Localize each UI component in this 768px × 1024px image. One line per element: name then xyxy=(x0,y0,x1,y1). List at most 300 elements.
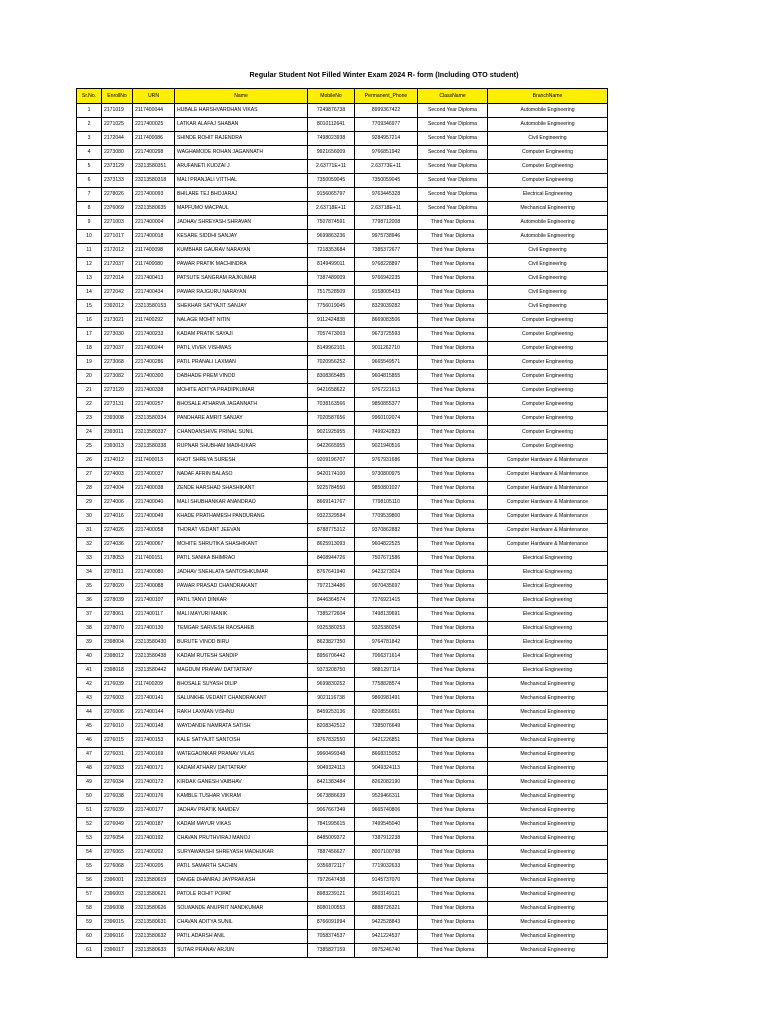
mobile-no-cell: 8767832550 xyxy=(308,734,355,748)
branch-name-cell: Mechanical Engineering xyxy=(488,832,608,846)
urn-cell: 2217400169 xyxy=(133,748,175,762)
table-row xyxy=(77,538,608,552)
table-row xyxy=(77,272,608,286)
class-name-cell: Third Year Diploma xyxy=(418,300,488,314)
enroll-no-cell: 2276038 xyxy=(102,790,133,804)
class-name-cell: Third Year Diploma xyxy=(418,776,488,790)
table-row xyxy=(77,426,608,440)
urn-cell: 2217400037 xyxy=(133,468,175,482)
mobile-no-cell: 9156065797 xyxy=(308,188,355,202)
enroll-no-cell: 2271017 xyxy=(102,230,133,244)
mobile-no-cell: 7350059045 xyxy=(308,174,355,188)
mobile-no-cell: 9021925955 xyxy=(308,426,355,440)
branch-name-cell: Computer Engineering xyxy=(488,356,608,370)
table-row xyxy=(77,496,608,510)
mobile-no-cell: 8625913093 xyxy=(308,538,355,552)
branch-name-cell: Computer Hardware & Maintenance xyxy=(488,496,608,510)
mobile-no-cell: 8080100553 xyxy=(308,902,355,916)
class-name-cell: Third Year Diploma xyxy=(418,468,488,482)
permanent-phone-cell: 7758828574 xyxy=(355,678,418,692)
mobile-no-cell: 7249876738 xyxy=(308,104,355,118)
table-row xyxy=(77,734,608,748)
name-cell: JADHAV SHREYASH SHRAVAN xyxy=(175,216,308,230)
enroll-no-cell: 2396003 xyxy=(102,888,133,902)
name-cell: CHAVAN PRUTHVIRAJ MANOJ xyxy=(175,832,308,846)
table-row xyxy=(77,888,608,902)
urn-cell: 2217400025 xyxy=(133,118,175,132)
urn-cell: 23213580338 xyxy=(133,440,175,454)
name-cell: SURYAWANSHI SHREYASH MADHUKAR xyxy=(175,846,308,860)
name-cell: PAWAR PRATIK MACHINDRA xyxy=(175,258,308,272)
sr-no-cell: 31 xyxy=(77,524,102,538)
permanent-phone-cell: 8888726321 xyxy=(355,902,418,916)
sr-no-cell: 59 xyxy=(77,916,102,930)
mobile-no-cell: 8766091994 xyxy=(308,916,355,930)
name-cell: MAGDUM PRANAV DATTATRAY xyxy=(175,664,308,678)
sr-no-cell: 14 xyxy=(77,286,102,300)
name-cell: NADAF AFRIN BALASO xyxy=(175,468,308,482)
name-cell: PATSUTE SANGRAM RAJKUMAR xyxy=(175,272,308,286)
sr-no-cell: 17 xyxy=(77,328,102,342)
permanent-phone-cell: 9423273024 xyxy=(355,566,418,580)
mobile-no-cell: 8446364574 xyxy=(308,594,355,608)
sr-no-cell: 24 xyxy=(77,426,102,440)
sr-no-cell: 33 xyxy=(77,552,102,566)
sr-no-cell: 42 xyxy=(77,678,102,692)
branch-name-cell: Computer Engineering xyxy=(488,342,608,356)
sr-no-cell: 60 xyxy=(77,930,102,944)
name-cell: KESARE SIDDHI SANJAY xyxy=(175,230,308,244)
mobile-no-cell: 7507874591 xyxy=(308,216,355,230)
mobile-no-cell: 9112424838 xyxy=(308,314,355,328)
urn-cell: 23213580635 xyxy=(133,202,175,216)
name-cell: WAYDANDE NAMRATA SATISH xyxy=(175,720,308,734)
name-cell: PANDHARE AMRIT SANJAY xyxy=(175,412,308,426)
enroll-no-cell: 2276068 xyxy=(102,860,133,874)
sr-no-cell: 37 xyxy=(77,608,102,622)
branch-name-cell: Mechanical Engineering xyxy=(488,888,608,902)
enroll-no-cell: 2171019 xyxy=(102,104,133,118)
urn-cell: 2217400205 xyxy=(133,860,175,874)
sr-no-cell: 39 xyxy=(77,636,102,650)
urn-cell: 23213580632 xyxy=(133,930,175,944)
urn-cell: 2217400233 xyxy=(133,328,175,342)
mobile-no-cell: 8149499011 xyxy=(308,258,355,272)
urn-cell: 23213580631 xyxy=(133,916,175,930)
urn-cell: 2217400080 xyxy=(133,566,175,580)
enroll-no-cell: 2274026 xyxy=(102,524,133,538)
urn-cell: 2217400298 xyxy=(133,146,175,160)
permanent-phone-cell: 9011262710 xyxy=(355,342,418,356)
sr-no-cell: 52 xyxy=(77,818,102,832)
name-cell: LATKAR ALAFAJ SHABAN xyxy=(175,118,308,132)
sr-no-cell: 29 xyxy=(77,496,102,510)
permanent-phone-cell: 9767931686 xyxy=(355,454,418,468)
mobile-no-cell: 8208342512 xyxy=(308,720,355,734)
enroll-no-cell: 2396008 xyxy=(102,902,133,916)
branch-name-cell: Civil Engineering xyxy=(488,300,608,314)
table-row xyxy=(77,244,608,258)
mobile-no-cell: 7020587656 xyxy=(308,412,355,426)
class-name-cell: Third Year Diploma xyxy=(418,748,488,762)
sr-no-cell: 50 xyxy=(77,790,102,804)
urn-cell: 2217400018 xyxy=(133,230,175,244)
class-name-cell: Third Year Diploma xyxy=(418,636,488,650)
class-name-cell: Third Year Diploma xyxy=(418,538,488,552)
table-row xyxy=(77,482,608,496)
branch-name-cell: Civil Engineering xyxy=(488,286,608,300)
permanent-phone-cell: 8999367422 xyxy=(355,104,418,118)
urn-cell: 23213580337 xyxy=(133,426,175,440)
permanent-phone-cell: 8208556651 xyxy=(355,706,418,720)
mobile-no-cell: 8788775312 xyxy=(308,524,355,538)
branch-name-cell: Mechanical Engineering xyxy=(488,678,608,692)
permanent-phone-cell: 7498139691 xyxy=(355,608,418,622)
branch-name-cell: Electrical Engineering xyxy=(488,636,608,650)
mobile-no-cell: 7756019045 xyxy=(308,300,355,314)
class-name-cell: Second Year Diploma xyxy=(418,202,488,216)
mobile-no-cell: 8408944726 xyxy=(308,552,355,566)
header-mobile-no: MobileNo xyxy=(308,89,355,104)
enroll-no-cell: 2273080 xyxy=(102,146,133,160)
class-name-cell: Third Year Diploma xyxy=(418,874,488,888)
sr-no-cell: 5 xyxy=(77,160,102,174)
permanent-phone-cell: 9529466311 xyxy=(355,790,418,804)
name-cell: WATEGAONKAR PRANAV VILAS xyxy=(175,748,308,762)
name-cell: DANGE DHANRAJ JAYPRAKASH xyxy=(175,874,308,888)
sr-no-cell: 57 xyxy=(77,888,102,902)
branch-name-cell: Computer Engineering xyxy=(488,328,608,342)
branch-name-cell: Mechanical Engineering xyxy=(488,706,608,720)
permanent-phone-cell: 9730800975 xyxy=(355,468,418,482)
sr-no-cell: 11 xyxy=(77,244,102,258)
permanent-phone-cell: 7709346977 xyxy=(355,118,418,132)
sr-no-cell: 20 xyxy=(77,370,102,384)
enroll-no-cell: 2396015 xyxy=(102,916,133,930)
name-cell: MAPFUMO MACPAUL xyxy=(175,202,308,216)
urn-cell: 2217400413 xyxy=(133,272,175,286)
enroll-no-cell: 2396001 xyxy=(102,874,133,888)
urn-cell: 2217400187 xyxy=(133,818,175,832)
sr-no-cell: 51 xyxy=(77,804,102,818)
sr-no-cell: 21 xyxy=(77,384,102,398)
permanent-phone-cell: 7385372677 xyxy=(355,244,418,258)
enroll-no-cell: 2271025 xyxy=(102,118,133,132)
class-name-cell: Third Year Diploma xyxy=(418,832,488,846)
table-row xyxy=(77,846,608,860)
table-row xyxy=(77,664,608,678)
table-row xyxy=(77,118,608,132)
table-row xyxy=(77,314,608,328)
table-row xyxy=(77,594,608,608)
student-table xyxy=(76,88,608,958)
class-name-cell: Third Year Diploma xyxy=(418,552,488,566)
sr-no-cell: 22 xyxy=(77,398,102,412)
enroll-no-cell: 2396017 xyxy=(102,944,133,958)
branch-name-cell: Mechanical Engineering xyxy=(488,692,608,706)
mobile-no-cell: 7020956252 xyxy=(308,356,355,370)
sr-no-cell: 2 xyxy=(77,118,102,132)
sr-no-cell: 49 xyxy=(77,776,102,790)
mobile-no-cell: 7387489009 xyxy=(308,272,355,286)
permanent-phone-cell: 9503149121 xyxy=(355,888,418,902)
enroll-no-cell: 2273120 xyxy=(102,384,133,398)
name-cell: PATIL PRANALI LAXMAN xyxy=(175,356,308,370)
urn-cell: 23213580334 xyxy=(133,412,175,426)
enroll-no-cell: 2393013 xyxy=(102,440,133,454)
table-row xyxy=(77,804,608,818)
mobile-no-cell: 9325380253 xyxy=(308,622,355,636)
enroll-no-cell: 2393011 xyxy=(102,426,133,440)
permanent-phone-cell: 9763445328 xyxy=(355,188,418,202)
header-sr-no: Sr.No. xyxy=(77,89,102,104)
class-name-cell: Third Year Diploma xyxy=(418,286,488,300)
permanent-phone-cell: 8329039282 xyxy=(355,300,418,314)
mobile-no-cell: 9699863236 xyxy=(308,230,355,244)
class-name-cell: Third Year Diploma xyxy=(418,356,488,370)
name-cell: NALAGE MOHIT NITIN xyxy=(175,314,308,328)
sr-no-cell: 43 xyxy=(77,692,102,706)
table-row xyxy=(77,188,608,202)
table-row xyxy=(77,706,608,720)
enroll-no-cell: 2373133 xyxy=(102,174,133,188)
mobile-no-cell: 8010112641 xyxy=(308,118,355,132)
mobile-no-cell: 9422665955 xyxy=(308,440,355,454)
name-cell: KUMBHAR GAURAV NARAYAN xyxy=(175,244,308,258)
mobile-no-cell: 7841995615 xyxy=(308,818,355,832)
branch-name-cell: Computer Engineering xyxy=(488,146,608,160)
table-row xyxy=(77,216,608,230)
sr-no-cell: 9 xyxy=(77,216,102,230)
permanent-phone-cell: 9764781842 xyxy=(355,636,418,650)
class-name-cell: Third Year Diploma xyxy=(418,888,488,902)
permanent-phone-cell: 7385076649 xyxy=(355,720,418,734)
permanent-phone-cell: 8668315052 xyxy=(355,748,418,762)
permanent-phone-cell: 9960102074 xyxy=(355,412,418,426)
sr-no-cell: 36 xyxy=(77,594,102,608)
sr-no-cell: 34 xyxy=(77,566,102,580)
name-cell: PATIL SAMARTH SACHIN xyxy=(175,860,308,874)
sr-no-cell: 44 xyxy=(77,706,102,720)
enroll-no-cell: 2274003 xyxy=(102,468,133,482)
table-row xyxy=(77,174,608,188)
class-name-cell: Second Year Diploma xyxy=(418,174,488,188)
name-cell: JADHAV SNEHLATA SANTOSHKUMAR xyxy=(175,566,308,580)
table-row xyxy=(77,930,608,944)
name-cell: WAGHAMODE ROHAN JAGANNATH xyxy=(175,146,308,160)
table-row xyxy=(77,818,608,832)
header-permanent-phone: Permanent_Phone xyxy=(355,89,418,104)
name-cell: PAWAR PRASAD CHANDRAKANT xyxy=(175,580,308,594)
urn-cell: 23213580430 xyxy=(133,636,175,650)
class-name-cell: Third Year Diploma xyxy=(418,370,488,384)
mobile-no-cell: 8149962101 xyxy=(308,342,355,356)
sr-no-cell: 35 xyxy=(77,580,102,594)
class-name-cell: Third Year Diploma xyxy=(418,846,488,860)
permanent-phone-cell: 9970435697 xyxy=(355,580,418,594)
sr-no-cell: 40 xyxy=(77,650,102,664)
branch-name-cell: Electrical Engineering xyxy=(488,566,608,580)
name-cell: MALI MAYURI MANIK xyxy=(175,608,308,622)
enroll-no-cell: 2278026 xyxy=(102,188,133,202)
class-name-cell: Third Year Diploma xyxy=(418,692,488,706)
branch-name-cell: Automobile Engineering xyxy=(488,118,608,132)
name-cell: SUTAR PRANAV ARJUN xyxy=(175,944,308,958)
branch-name-cell: Mechanical Engineering xyxy=(488,930,608,944)
permanent-phone-cell: 7507671586 xyxy=(355,552,418,566)
enroll-no-cell: 2398004 xyxy=(102,636,133,650)
sr-no-cell: 28 xyxy=(77,482,102,496)
mobile-no-cell: 9921656009 xyxy=(308,146,355,160)
urn-cell: 2117400292 xyxy=(133,314,175,328)
mobile-no-cell: 7887456627 xyxy=(308,846,355,860)
table-row xyxy=(77,300,608,314)
name-cell: PATIL ADARSH ANIL xyxy=(175,930,308,944)
enroll-no-cell: 2276003 xyxy=(102,692,133,706)
enroll-no-cell: 2274036 xyxy=(102,538,133,552)
branch-name-cell: Mechanical Engineering xyxy=(488,944,608,958)
branch-name-cell: Mechanical Engineering xyxy=(488,860,608,874)
name-cell: JADHAV PRATIK NAMDEV xyxy=(175,804,308,818)
enroll-no-cell: 2276039 xyxy=(102,804,133,818)
name-cell: CHANDANSHIVE PRINAL SUNIL xyxy=(175,426,308,440)
urn-cell: 2217400300 xyxy=(133,370,175,384)
permanent-phone-cell: 7066371614 xyxy=(355,650,418,664)
permanent-phone-cell: 9881297114 xyxy=(355,664,418,678)
class-name-cell: Third Year Diploma xyxy=(418,412,488,426)
mobile-no-cell: 9225784550 xyxy=(308,482,355,496)
permanent-phone-cell: 2.63773E+11 xyxy=(355,160,418,174)
class-name-cell: Third Year Diploma xyxy=(418,678,488,692)
sr-no-cell: 8 xyxy=(77,202,102,216)
enroll-no-cell: 2176039 xyxy=(102,678,133,692)
mobile-no-cell: 9699830252 xyxy=(308,678,355,692)
name-cell: DABHADE PREM VINOD xyxy=(175,370,308,384)
class-name-cell: Third Year Diploma xyxy=(418,790,488,804)
enroll-no-cell: 2273068 xyxy=(102,356,133,370)
urn-cell: 2217400176 xyxy=(133,790,175,804)
name-cell: KAMBLE TUSHAR VIKRAM xyxy=(175,790,308,804)
class-name-cell: Third Year Diploma xyxy=(418,216,488,230)
sr-no-cell: 19 xyxy=(77,356,102,370)
permanent-phone-cell: 9604822525 xyxy=(355,538,418,552)
permanent-phone-cell: 9421226851 xyxy=(355,734,418,748)
enroll-no-cell: 2273030 xyxy=(102,328,133,342)
urn-cell: 23213580633 xyxy=(133,944,175,958)
branch-name-cell: Mechanical Engineering xyxy=(488,734,608,748)
permanent-phone-cell: 9665740806 xyxy=(355,804,418,818)
table-row xyxy=(77,468,608,482)
branch-name-cell: Computer Engineering xyxy=(488,384,608,398)
mobile-no-cell: 8485009372 xyxy=(308,832,355,846)
table-row xyxy=(77,286,608,300)
branch-name-cell: Mechanical Engineering xyxy=(488,902,608,916)
class-name-cell: Second Year Diploma xyxy=(418,104,488,118)
permanent-phone-cell: 9766942235 xyxy=(355,272,418,286)
name-cell: PATIL VIVEK VISHWAS xyxy=(175,342,308,356)
mobile-no-cell: 9356872117 xyxy=(308,860,355,874)
permanent-phone-cell: 9665549571 xyxy=(355,356,418,370)
urn-cell: 2217400038 xyxy=(133,482,175,496)
name-cell: KADAM RUTESH SANDIP xyxy=(175,650,308,664)
table-row xyxy=(77,258,608,272)
permanent-phone-cell: 7798105110 xyxy=(355,496,418,510)
enroll-no-cell: 2276006 xyxy=(102,706,133,720)
class-name-cell: Third Year Diploma xyxy=(418,496,488,510)
table-row xyxy=(77,678,608,692)
branch-name-cell: Computer Engineering xyxy=(488,440,608,454)
branch-name-cell: Civil Engineering xyxy=(488,132,608,146)
mobile-no-cell: 7038163566 xyxy=(308,398,355,412)
header-name: Name xyxy=(175,89,308,104)
permanent-phone-cell: 7499242823 xyxy=(355,426,418,440)
class-name-cell: Third Year Diploma xyxy=(418,608,488,622)
class-name-cell: Third Year Diploma xyxy=(418,426,488,440)
urn-cell: 2217400257 xyxy=(133,398,175,412)
class-name-cell: Third Year Diploma xyxy=(418,524,488,538)
permanent-phone-cell: 7709539800 xyxy=(355,510,418,524)
mobile-no-cell: 7218353684 xyxy=(308,244,355,258)
class-name-cell: Third Year Diploma xyxy=(418,580,488,594)
table-row xyxy=(77,762,608,776)
name-cell: KHOT SHREYA SURESH xyxy=(175,454,308,468)
table-row xyxy=(77,608,608,622)
urn-cell: 2117400086 xyxy=(133,132,175,146)
sr-no-cell: 55 xyxy=(77,860,102,874)
table-row xyxy=(77,580,608,594)
enroll-no-cell: 2396016 xyxy=(102,930,133,944)
enroll-no-cell: 2398012 xyxy=(102,650,133,664)
sr-no-cell: 54 xyxy=(77,846,102,860)
urn-cell: 2217400107 xyxy=(133,594,175,608)
permanent-phone-cell: 8007100798 xyxy=(355,846,418,860)
enroll-no-cell: 2174012 xyxy=(102,454,133,468)
table-row xyxy=(77,510,608,524)
name-cell: KADAM MAYUR VIKAS xyxy=(175,818,308,832)
name-cell: SOLWANDE ANUPRIT NANDKUMAR xyxy=(175,902,308,916)
table-row xyxy=(77,692,608,706)
mobile-no-cell: 7972647438 xyxy=(308,874,355,888)
urn-cell: 23213580153 xyxy=(133,300,175,314)
urn-cell: 2217400202 xyxy=(133,846,175,860)
permanent-phone-cell: 7350059045 xyxy=(355,174,418,188)
class-name-cell: Third Year Diploma xyxy=(418,622,488,636)
enroll-no-cell: 2274016 xyxy=(102,510,133,524)
class-name-cell: Third Year Diploma xyxy=(418,650,488,664)
class-name-cell: Third Year Diploma xyxy=(418,328,488,342)
permanent-phone-cell: 9975246740 xyxy=(355,944,418,958)
branch-name-cell: Automobile Engineering xyxy=(488,216,608,230)
branch-name-cell: Computer Hardware & Maintenance xyxy=(488,454,608,468)
branch-name-cell: Electrical Engineering xyxy=(488,552,608,566)
permanent-phone-cell: 9767221613 xyxy=(355,384,418,398)
branch-name-cell: Computer Hardware & Maintenance xyxy=(488,538,608,552)
class-name-cell: Third Year Diploma xyxy=(418,734,488,748)
name-cell: KALE SATYAJIT SANTOSH xyxy=(175,734,308,748)
mobile-no-cell: 9960499348 xyxy=(308,748,355,762)
urn-cell: 2217400141 xyxy=(133,692,175,706)
permanent-phone-cell: 9325380254 xyxy=(355,622,418,636)
permanent-phone-cell: 9021940516 xyxy=(355,440,418,454)
table-row xyxy=(77,230,608,244)
sr-no-cell: 12 xyxy=(77,258,102,272)
branch-name-cell: Automobile Engineering xyxy=(488,104,608,118)
class-name-cell: Second Year Diploma xyxy=(418,118,488,132)
branch-name-cell: Computer Hardware & Maintenance xyxy=(488,482,608,496)
enroll-no-cell: 2278020 xyxy=(102,580,133,594)
branch-name-cell: Computer Hardware & Maintenance xyxy=(488,468,608,482)
branch-name-cell: Mechanical Engineering xyxy=(488,804,608,818)
